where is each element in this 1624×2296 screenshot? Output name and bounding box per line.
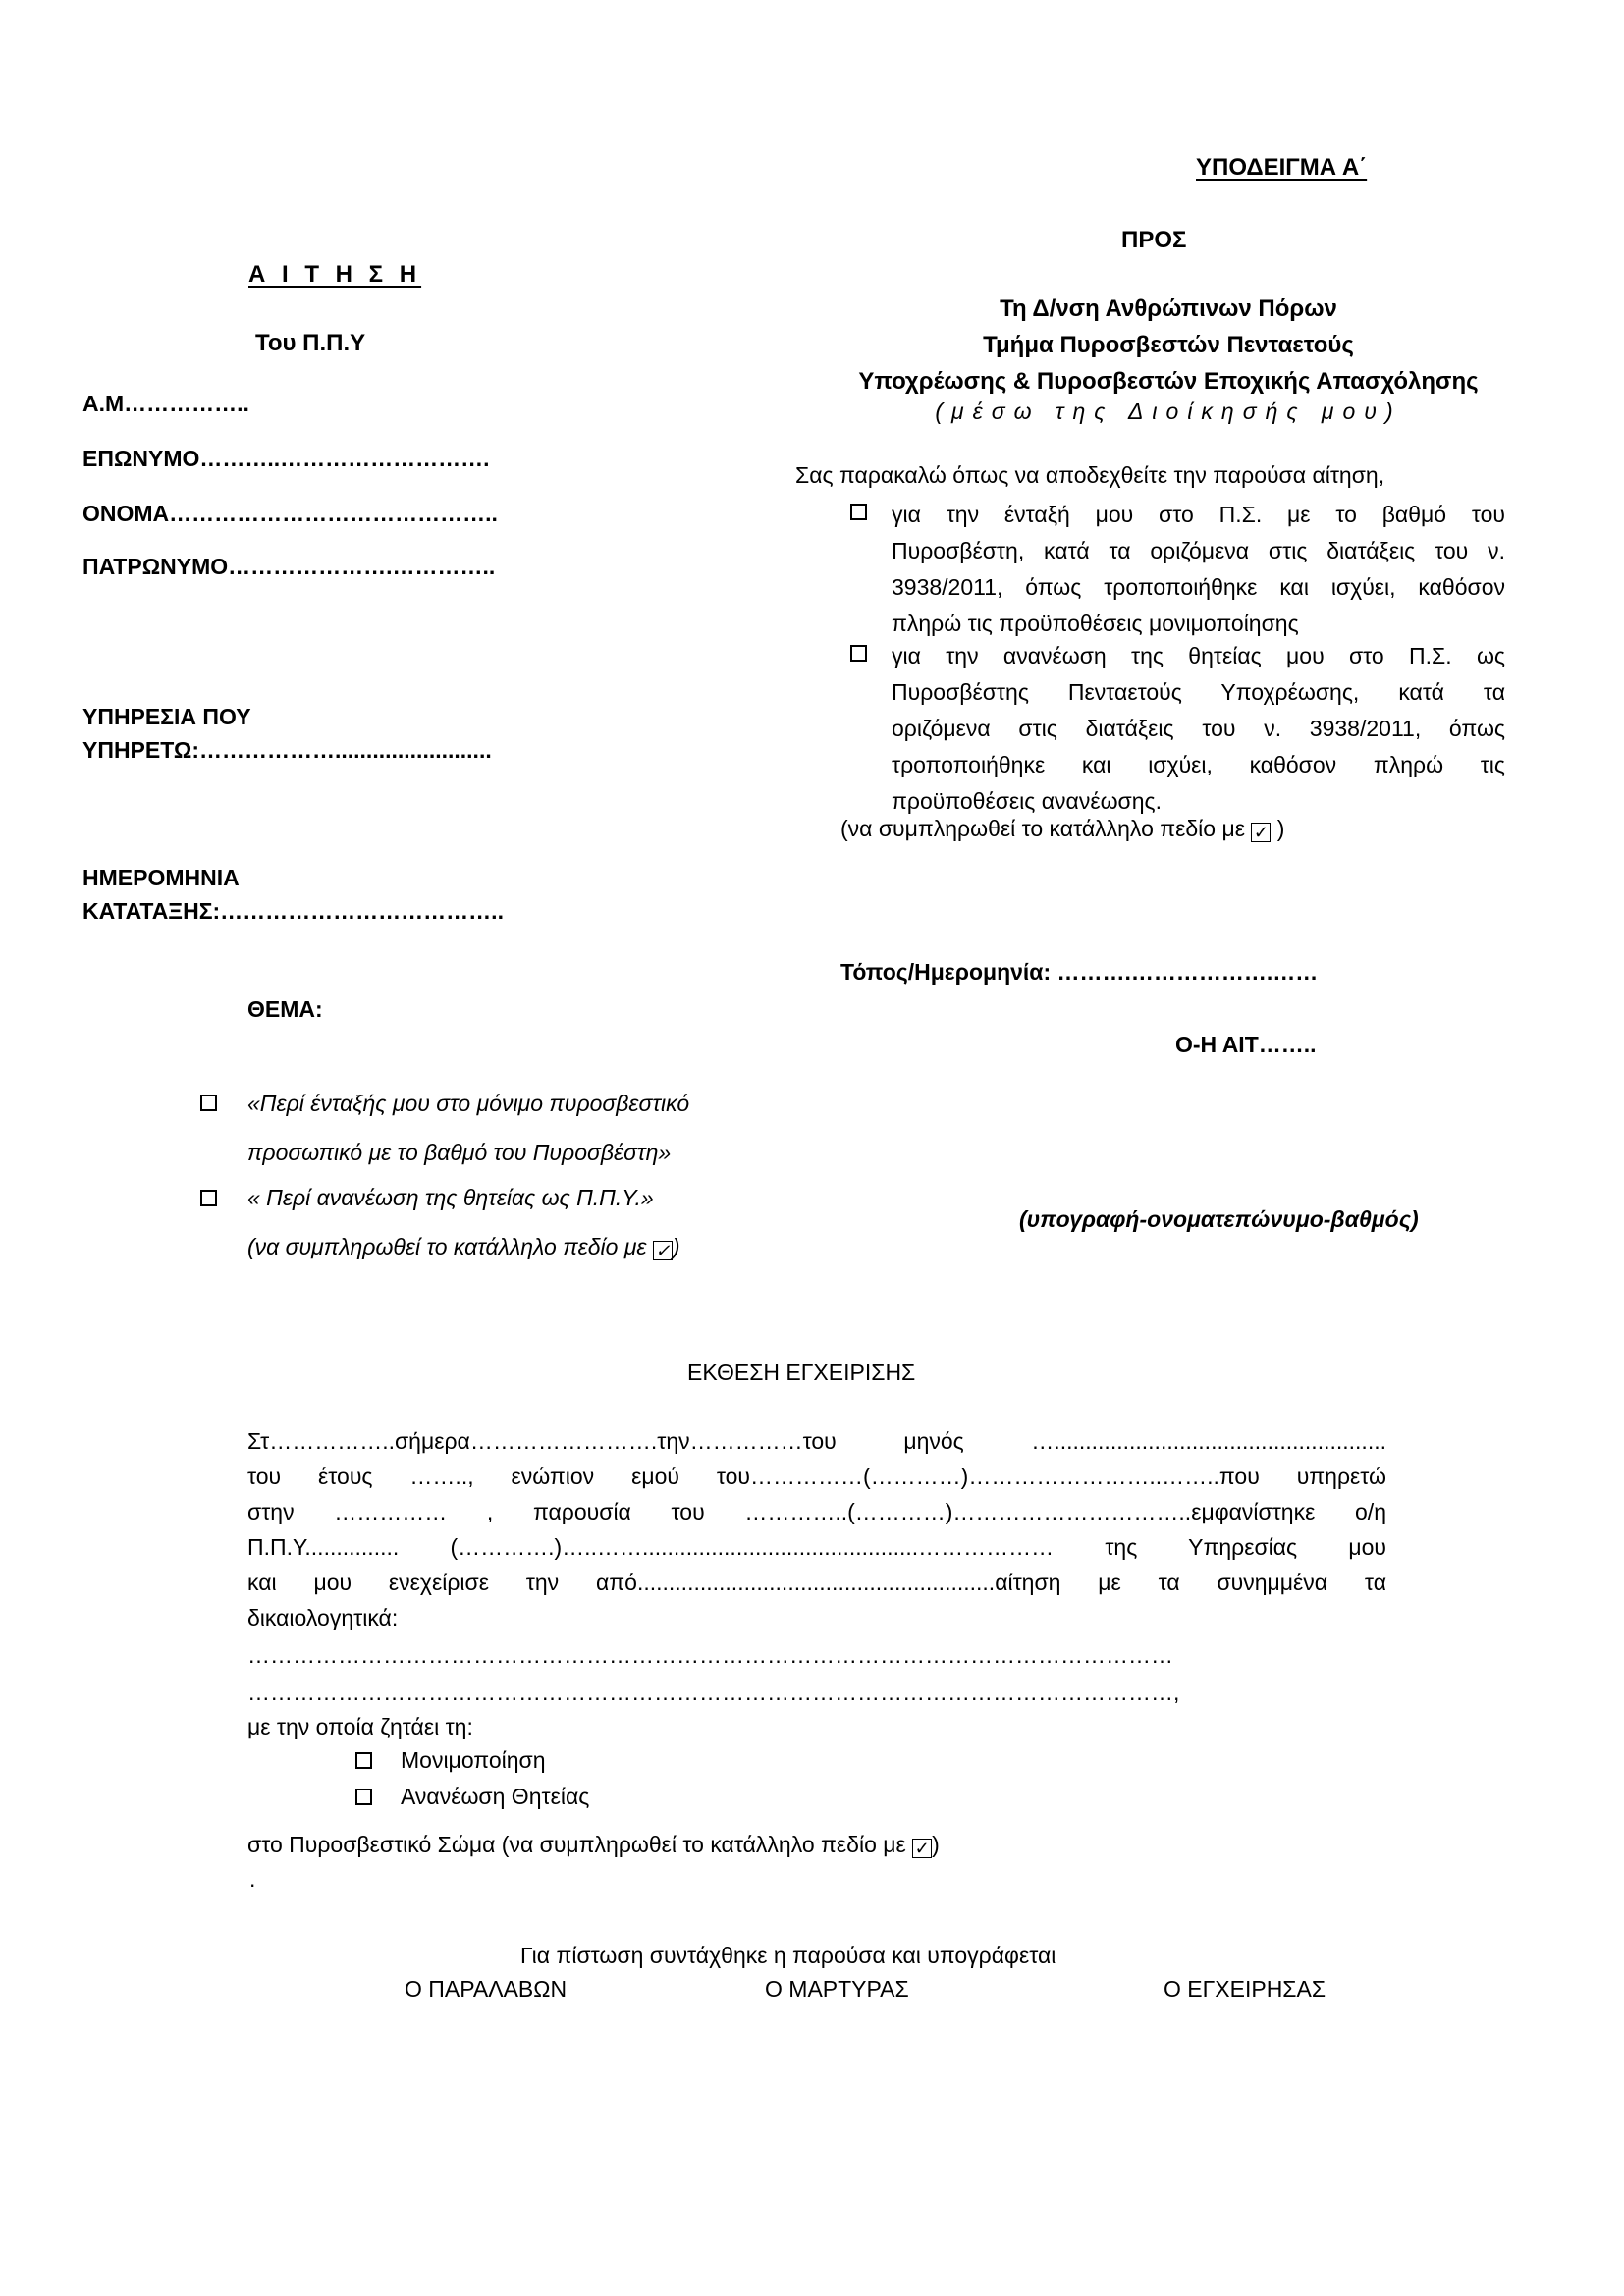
report-line[interactable]: του έτους …….., ενώπιον εμού του……………(…………)……………………..……..που υπηρετώ (247, 1464, 1386, 1489)
report-title: ΕΚΘΕΣΗ ΕΓΧΕΙΡΙΣΗΣ (687, 1360, 916, 1385)
permanent-option-label: Μονιμοποίηση (401, 1747, 546, 1773)
instruction-end: ) (672, 1234, 680, 1259)
closing-text: στο Πυροσβεστικό Σώμα (να συμπληρωθεί το κατάλληλο πεδίο με (247, 1832, 913, 1857)
checkbox-icon (850, 645, 867, 662)
text-line: 3938/2011, όπως τροποποιήθηκε και ισχύει, καθόσον (892, 574, 1505, 600)
application-title: Α Ι Τ Η Σ Η (248, 261, 422, 288)
checked-box-icon (653, 1241, 673, 1260)
report-line[interactable]: στην …………… , παρουσία του …………..(…………)…………………………..εμφανίστηκε ο/η (247, 1499, 1386, 1524)
checkbox-icon (850, 504, 867, 520)
text-line: Πυροσβέστη, κατά τα οριζόμενα στις διατάξεις του ν. (892, 538, 1505, 563)
attachments-line-1[interactable]: …………………………………………………………………………………………………………… (247, 1642, 1173, 1668)
am-field[interactable]: Α.Μ…………….. (82, 391, 249, 416)
request-intro: Σας παρακαλώ όπως να αποδεχθείτε την παρούσα αίτηση, (795, 462, 1385, 488)
checkbox-icon (200, 1190, 217, 1206)
request-option-1-checkbox[interactable] (850, 504, 867, 524)
signatory-witness: Ο ΜΑΡΤΥΡΑΣ (765, 1976, 909, 2002)
signatory-receiver: Ο ΠΑΡΑΛΑΒΩΝ (405, 1976, 568, 2002)
checkbox-icon (355, 1789, 372, 1805)
subject-option-1-line1: «Περί ένταξής μου στο μόνιμο πυροσβεστικό (247, 1091, 690, 1116)
request-instruction (840, 815, 1284, 842)
applicant-subtitle: Του Π.Π.Υ (255, 330, 366, 356)
instruction-text: (να συμπληρωθεί το κατάλληλο πεδίο με (247, 1234, 653, 1259)
attestation-text: Για πίστωση συντάχθηκε η παρούσα και υπογράφεται (520, 1943, 1056, 1968)
enlist-date-field[interactable]: ΚΑΤΑΤΑΞΗΣ:……………………………….. (82, 898, 504, 924)
surname-field[interactable]: ΕΠΩΝΥΜΟ………..………………………. (82, 446, 490, 471)
request-option-1-text (892, 497, 1505, 642)
report-closing (247, 1831, 940, 1858)
subject-option-1-checkbox[interactable] (200, 1095, 217, 1115)
recipient-block (785, 291, 1551, 400)
report-line[interactable]: Στ……………..σήμερα…………………….την……………του μηνός …..................................................... (247, 1428, 1386, 1454)
permanent-checkbox[interactable] (355, 1752, 372, 1773)
report-line[interactable]: Π.Π.Υ............... (………….)…..……............................................……………… της Υπηρεσίας μου (247, 1534, 1386, 1560)
checkmark-icon: ✓ (1253, 823, 1269, 842)
text-line: για την ανανέωση της θητείας μου στο Π.Σ. ως (892, 643, 1505, 668)
request-intro-line: με την οποία ζητάει τη: (247, 1714, 473, 1739)
subject-option-2-checkbox[interactable] (200, 1190, 217, 1210)
text-line: για την ένταξή μου στο Π.Σ. με το βαθμό του (892, 502, 1505, 527)
closing-end: ) (932, 1832, 940, 1857)
subject-option-1-line2: προσωπικό με το βαθμό του Πυροσβέστη» (247, 1140, 672, 1165)
service-field[interactable]: ΥΠΗΡΕΤΩ:………………......................... (82, 737, 492, 763)
subject-label: ΘΕΜΑ: (247, 996, 323, 1022)
instruction-end: ) (1271, 816, 1285, 841)
applicant-sign-label: Ο-Η ΑΙΤ…….. (1175, 1032, 1317, 1057)
father-name-field[interactable]: ΠΑΤΡΩΝΥΜΟ………………….………….. (82, 554, 496, 579)
renewal-option-label: Ανανέωση Θητείας (401, 1784, 590, 1809)
text-line: τροποποιήθηκε και ισχύει, καθόσον πληρώ τις (892, 752, 1505, 777)
report-body (247, 1423, 1386, 1635)
subject-option-2-line1: « Περί ανανέωση της θητείας ως Π.Π.Υ.» (247, 1185, 654, 1210)
name-field[interactable]: ΟΝΟΜΑ…………………………………….. (82, 501, 498, 526)
period-mark: . (249, 1866, 256, 1892)
signatory-handler: Ο ΕΓΧΕΙΡΗΣΑΣ (1164, 1976, 1326, 2002)
request-option-2-checkbox[interactable] (850, 645, 867, 666)
report-line: δικαιολογητικά: (247, 1605, 399, 1630)
attachments-line-2[interactable]: ……………………………………………………………………………………………………………, (247, 1680, 1180, 1705)
text-line: Πυροσβέστης Πενταετούς Υποχρέωσης, κατά τα (892, 679, 1505, 705)
text-line: οριζόμενα στις διατάξεις του ν. 3938/2011, όπως (892, 716, 1505, 741)
signature-caption: (υπογραφή-ονοματεπώνυμο-βαθμός) (1019, 1206, 1419, 1232)
instruction-text: (να συμπληρωθεί το κατάλληλο πεδίο με (840, 816, 1252, 841)
recipient-line: Τμήμα Πυροσβεστών Πενταετούς (983, 332, 1354, 358)
checked-box-icon (912, 1839, 932, 1858)
checkmark-icon: ✓ (914, 1839, 930, 1858)
recipient-line: Τη Δ/νση Ανθρώπινων Πόρων (1000, 295, 1337, 322)
text-line: προϋποθέσεις ανανέωσης. (892, 788, 1163, 814)
place-date-field[interactable]: Τόπος/Ημερομηνία: ……….……………….…… (840, 959, 1319, 985)
via-line: (μέσω της Διοίκησής μου) (935, 399, 1402, 424)
checkmark-icon: ✓ (655, 1241, 671, 1260)
enlist-date-label: ΗΜΕΡΟΜΗΝΙΑ (82, 865, 240, 890)
request-option-2-text (892, 638, 1505, 820)
text-line: πληρώ τις προϋποθέσεις μονιμοποίησης (892, 611, 1299, 636)
to-label: ΠΡΟΣ (1121, 227, 1187, 253)
subject-instruction (247, 1233, 680, 1260)
template-label: ΥΠΟΔΕΙΓΜΑ Α΄ (1196, 154, 1368, 181)
checkbox-icon (355, 1752, 372, 1769)
checked-box-icon (1251, 823, 1271, 842)
service-label: ΥΠΗΡΕΣΙΑ ΠΟΥ (82, 704, 251, 729)
renewal-checkbox[interactable] (355, 1789, 372, 1809)
recipient-line: Υποχρέωσης & Πυροσβεστών Εποχικής Απασχόλησης (858, 368, 1479, 395)
checkbox-icon (200, 1095, 217, 1111)
report-line[interactable]: και μου ενεχείρισε την από.........................................................αίτηση με τα συνημμένα τα (247, 1570, 1386, 1595)
